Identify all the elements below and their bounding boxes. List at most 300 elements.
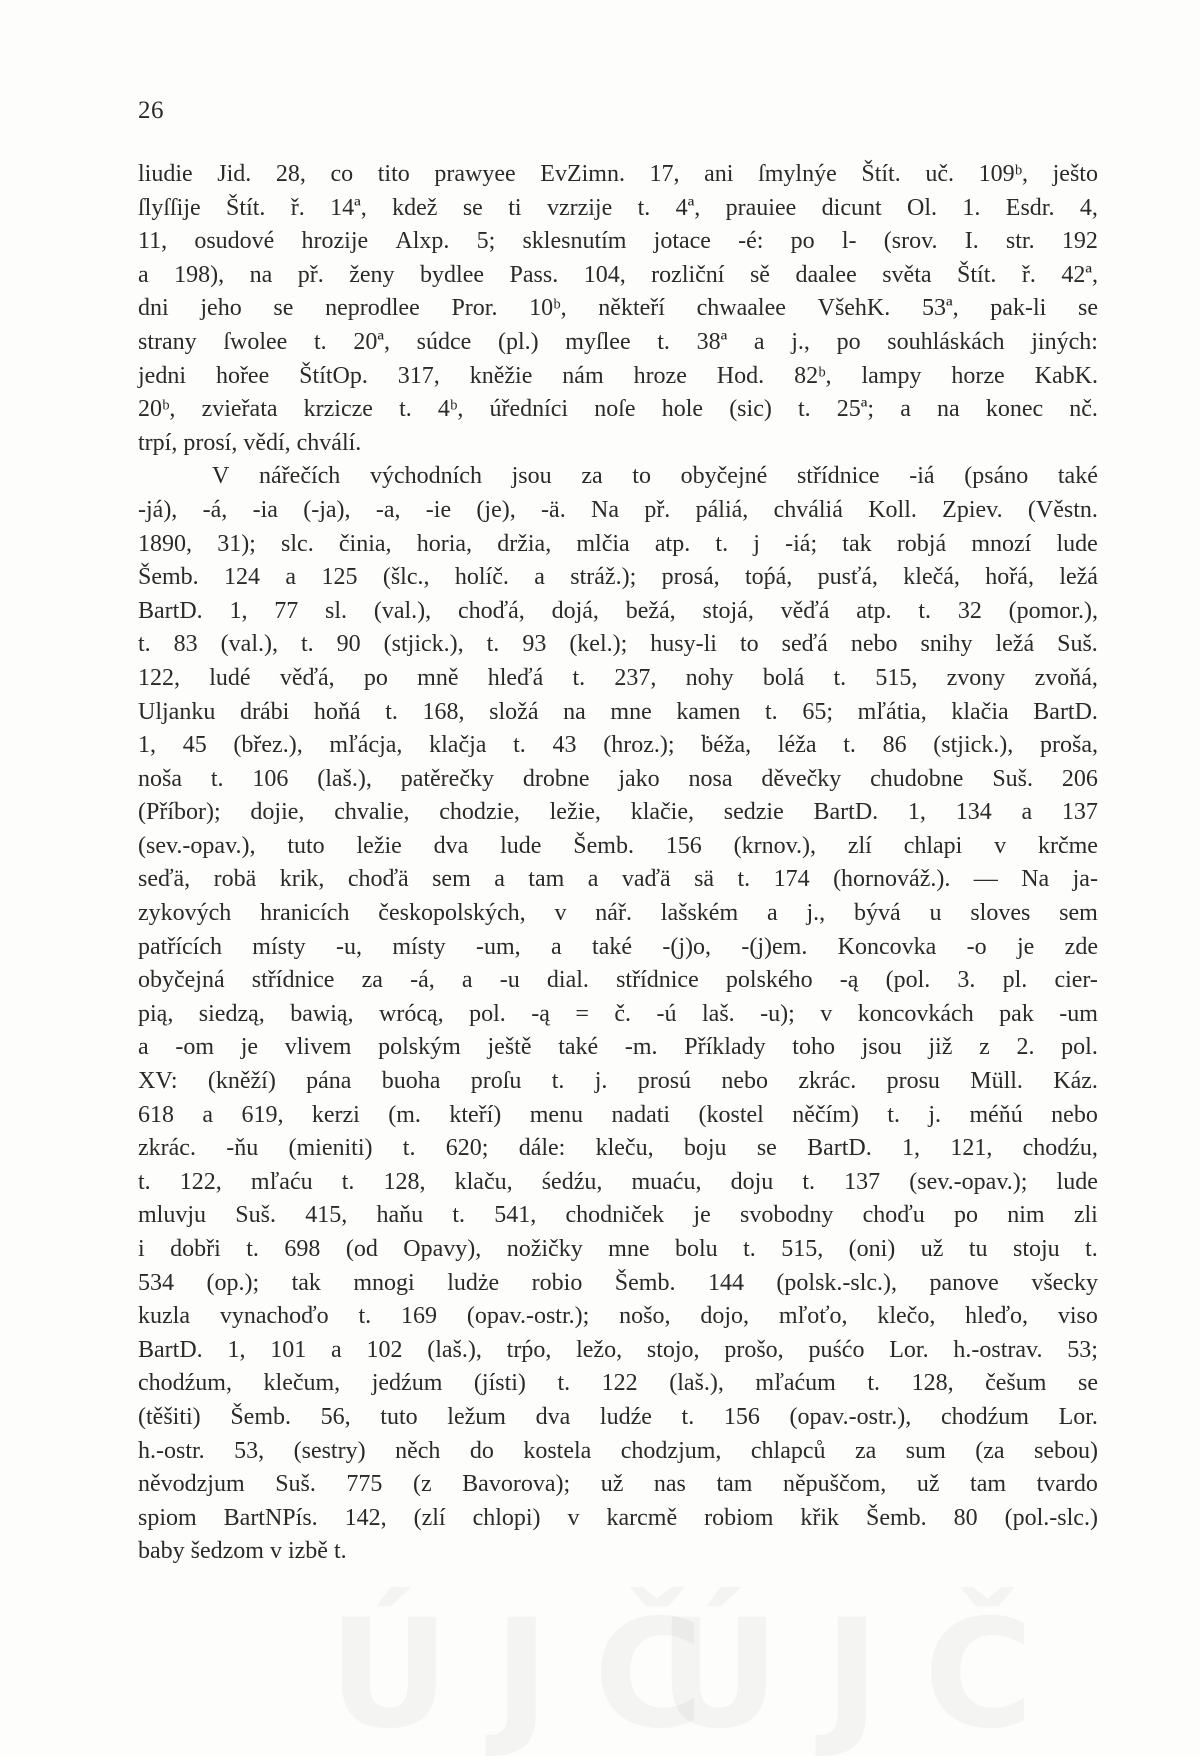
word: sem [1059,900,1098,927]
word: Štít. [957,261,997,288]
word: chodźum [940,1403,1029,1430]
word: chvalie, [334,799,410,826]
word: (těšiti) [138,1403,201,1430]
word: 541, [494,1202,537,1229]
text-line [138,192,1098,226]
word: (sev.-opav.); [909,1168,1028,1195]
word: lude [1056,1168,1098,1195]
word: krčme [1037,832,1098,859]
word: bývá [853,900,901,927]
word: ženy [349,261,395,288]
word: -á, [202,496,228,523]
word: ještě [487,1034,532,1061]
word: 144 [707,1269,744,1296]
word: 206 [1061,765,1098,792]
word: ješto [1052,161,1098,187]
word: méňú [969,1101,1023,1128]
word: V [212,463,230,490]
word: léža [777,732,817,759]
text-line [138,729,1098,763]
word: za [581,463,603,490]
word: (zlí [413,1504,446,1531]
text-line: baby šedzom v izbě t. [138,1538,347,1565]
word: t. [843,732,856,759]
word: (oni) [848,1236,896,1262]
word: boju [683,1135,727,1162]
word: nč. [1069,396,1098,423]
word: mľaćum [755,1370,836,1397]
text-line [138,763,1098,797]
word: Pass. [509,261,559,288]
word: mluvju [138,1202,207,1229]
word: kostela [523,1437,592,1464]
word: obyčejné [680,463,768,490]
word: panove [929,1269,999,1296]
word: zkrác. [798,1068,857,1095]
word: 77 [274,597,299,624]
word: -u); [760,1000,795,1027]
word: se [1077,1370,1098,1397]
word: 415, [305,1202,348,1229]
text-line [138,158,1098,192]
text-line [138,998,1098,1032]
word: slc. [281,530,314,557]
page-number: 26 [138,97,164,124]
word: tu [968,1236,988,1262]
word: trṕo, [506,1336,552,1363]
text-line [138,1233,1098,1267]
word: j [753,530,760,557]
word: sem [432,866,471,893]
word: klaču, [454,1168,513,1195]
text-line [138,696,1098,730]
word: (laš.), [669,1370,724,1397]
word: tam [970,1471,1007,1498]
word: toho [792,1034,835,1061]
word: -um [1059,1000,1098,1027]
word: věďá, [279,664,335,691]
word: sebou) [1034,1437,1098,1464]
word: spiom [138,1504,197,1531]
word: Esdr. [1005,194,1055,221]
word: śedźu, [541,1168,603,1195]
word: robiom [704,1504,774,1531]
text-line [138,1367,1098,1401]
word: 192 [1061,228,1098,255]
word: Káz. [1053,1068,1098,1095]
word: t. [138,1168,151,1195]
word: puśćo [808,1336,865,1363]
word: Bavorova); [462,1471,571,1498]
word: 20ᵇ, [138,396,176,423]
word: za [361,967,383,994]
word: je [240,1034,259,1061]
word: = [575,1000,589,1027]
word: hrozije [301,228,369,255]
word: chodźum, [138,1370,232,1397]
word: (pol.-slc.) [1004,1504,1098,1531]
word: také [592,933,633,960]
word: bydlee [420,261,485,288]
word: -um, [476,933,521,960]
word: 25ª; [836,396,875,423]
word: daalee [795,261,857,288]
word: obyčejná [138,967,225,994]
word: a [494,866,505,893]
word: východních [369,463,482,490]
word: (val.), [220,631,278,658]
word: (pol. [885,967,931,994]
word: dva [535,1403,571,1430]
word: VšehK. [817,295,891,322]
word: 43 [552,732,577,759]
word: klečá, [903,564,960,591]
word: č. [614,1000,632,1027]
word: něčím) [792,1101,859,1128]
word: choďá, [457,597,525,624]
word: t. [399,396,412,423]
word: Alxp. [395,228,450,255]
word: 31); [217,530,256,557]
word: nosa [688,765,733,792]
watermark [658,1600,1078,1750]
word: t. [887,1101,900,1128]
word: 80 [953,1504,978,1531]
word: zli [1073,1202,1098,1229]
word: (kostel [698,1101,764,1128]
word: 32 [957,597,982,624]
word: lude [1056,530,1098,557]
word: jako [618,765,660,792]
word: (-ja), [303,496,351,523]
text-line [138,964,1098,998]
word: př. [644,496,671,523]
word: polským [378,1034,461,1061]
word: 53, [234,1437,265,1464]
word: pusťá, [817,564,878,591]
word: t. [802,1168,816,1195]
word: BartD. [813,799,879,826]
word: Müll. [970,1068,1023,1095]
text-line [138,1435,1098,1469]
word: mľoťo, [778,1303,848,1330]
word: Jid. [217,161,252,187]
text-line [138,494,1098,528]
word: stojá, [702,597,754,624]
word: chodniček [565,1202,665,1229]
word: 1, [229,597,248,624]
word: 124 [224,564,261,591]
word: 106 [252,765,289,792]
word: českopolských, [378,900,526,927]
word: (Příbor); [138,799,221,826]
word: (sestry) [293,1437,366,1464]
word: pak [999,1000,1034,1027]
word: 775 [346,1471,383,1498]
word: také [558,1034,599,1061]
word: (sev.-opav.), [138,832,256,859]
word: robjá [896,530,947,557]
word: dobři [170,1236,221,1262]
word: se [462,194,483,221]
text-line [138,1099,1098,1133]
word: chlapců [750,1437,826,1464]
word: 38ª [696,328,728,355]
word: (břez.), [233,732,303,759]
word: -já), [138,496,178,523]
word: nožičky [506,1236,583,1262]
word: -a, [375,496,401,523]
text-line [138,628,1098,662]
word: j., [806,900,826,927]
word: dále: [518,1135,566,1162]
text-line [138,1031,1098,1065]
word: a [202,1101,214,1128]
word: klečo, [877,1303,936,1330]
word: EvZimn. [540,161,625,187]
word: buoha [381,1068,441,1095]
word: t. [637,194,651,221]
word: 5; [476,228,496,255]
text-line [138,1401,1098,1435]
body-text [138,158,1098,1569]
word: hroze [633,362,687,389]
word: -om [175,1034,215,1061]
word: mľácja, [329,732,403,759]
word: súdce [416,328,472,355]
word: proša, [1039,732,1098,759]
word: l- [841,228,857,255]
word: (stjick.), [933,732,1014,759]
word: t. [385,698,398,725]
word: (opav.-ostr.); [466,1303,590,1330]
word: ſwolee [223,328,288,355]
word: 28, [275,161,306,187]
word: ani [704,161,734,187]
word: -ia [252,496,278,523]
word: t. [715,530,729,557]
word: 1, [227,1336,246,1363]
word: a [900,396,911,423]
word: (pl.) [497,328,539,355]
word: ḃéža, [701,732,752,759]
word: dojo, [700,1303,749,1330]
word: kněžie [469,362,533,389]
word: 42ª, [1061,261,1098,288]
word: střídnice [251,967,335,994]
word: Šemb. [866,1504,927,1531]
word: hořee [215,362,270,389]
word: -é: [738,228,764,255]
word: už [920,1236,944,1262]
word: ležá [995,631,1035,658]
word: karcmě [606,1504,678,1531]
word: jedni [138,362,186,389]
word: tvardo [1036,1471,1098,1498]
text-line [138,360,1098,394]
word: (za [975,1437,1005,1464]
word: haňu [376,1202,424,1229]
word: bolá [762,664,805,691]
word: 102 [366,1336,403,1363]
word: t. [572,664,586,691]
word: zkrác. [138,1135,196,1162]
word: 17, [649,161,680,187]
word: už [600,1471,624,1498]
word: mľaću [250,1168,313,1195]
word: -ú [656,1000,677,1027]
word: a [138,1034,149,1061]
word: snihy [920,631,973,658]
text-line [138,1199,1098,1233]
word: pl. [1002,967,1028,994]
word: nám [562,362,604,389]
word: 317, [397,362,440,389]
word: krik, [279,866,325,893]
word: mne [610,698,652,725]
word: stoju [1012,1236,1060,1262]
word: pol. [469,1000,506,1027]
word: Suš. [275,1471,316,1498]
word: 11, [138,228,168,255]
word: ležá [1059,564,1098,591]
word: děvečky [761,765,842,792]
word: t. [918,597,932,624]
word: 4ª, [675,194,701,221]
word: hořá, [985,564,1034,591]
word: sě [749,261,770,288]
word: 169 [401,1303,438,1330]
text-line [138,1334,1098,1368]
word: muaću, [631,1168,702,1195]
word: (krnov.), [733,832,817,859]
word: u [929,900,942,927]
word: myſlee [565,328,631,355]
word: (op.); [206,1269,260,1296]
word: mnogi [353,1269,415,1296]
word: wrócą, [379,1000,444,1027]
word: svobodny [739,1202,834,1229]
word: drábi [239,698,290,725]
word: hoňá [313,698,361,725]
word: 156 [723,1403,760,1430]
word: stráž.); [570,564,637,591]
word: mne [608,1236,650,1262]
word: sedzie [723,799,784,826]
word: husy-li [650,631,717,658]
word: noša [138,765,182,792]
word: ludże [447,1269,500,1296]
word: 86 [882,732,907,759]
word: Štít. [226,194,266,221]
word: češum [985,1370,1047,1397]
word: místy [252,933,306,960]
text-line [138,595,1098,629]
word: sloves [970,900,1031,927]
word: krzicze [303,396,373,423]
word: chodzie, [439,799,520,826]
text-line [138,460,1098,494]
word: toṕá, [744,564,793,591]
word: Suš. [235,1202,276,1229]
word: BartNPís. [223,1504,318,1531]
word: 515, [875,664,918,691]
word: něvodzjum [138,1471,245,1498]
word: -(j)o, [662,933,712,960]
word: ležie, [549,799,601,826]
word: -iá; [785,530,818,557]
word: vynachoďo [219,1303,329,1330]
word: ř. [290,194,305,221]
word: jotace [653,228,711,255]
word: Suš. [992,765,1033,792]
word: (kněží) [207,1068,276,1095]
word: mlčia [576,530,630,557]
word: nebo [721,1068,769,1095]
word: 620; [445,1135,489,1162]
word: Pror. [451,295,498,322]
word: seďá [781,631,828,658]
word: (je), [476,496,516,523]
word: Ol. [907,194,938,221]
word: -iá [909,463,935,490]
word: strany [138,328,197,355]
word: siedzą, [198,1000,265,1027]
word: 198), [174,261,225,288]
word: sä [694,866,715,893]
word: koncovkách [857,1000,974,1027]
word: 1, [138,732,156,759]
word: t. [681,1403,695,1430]
word: a [753,328,765,355]
word: dicunt [821,194,882,221]
word: a [551,933,562,960]
word: chlopi) [472,1504,541,1531]
word: po [954,1202,978,1229]
word: proſu [470,1068,522,1095]
word: XV: [138,1068,178,1095]
word: BartD. [138,1336,203,1363]
text-line [138,1300,1098,1334]
word: t. [551,1068,565,1095]
word: doju [730,1168,774,1195]
word: 14ª, [330,194,367,221]
word: patěrečky [400,765,494,792]
word: dojá, [551,597,599,624]
word: seďä, [138,866,191,893]
word: to [739,631,759,658]
word: to [632,463,651,490]
word: nadati [611,1101,671,1128]
word: 122 [601,1370,638,1397]
word: t. [138,631,151,658]
word: (jísti) [473,1370,526,1397]
word: t. [513,732,526,759]
word: a [331,1336,342,1363]
word: tak [291,1269,321,1296]
word: nebo [850,631,898,658]
word: (od [345,1236,378,1262]
word: horia, [416,530,473,557]
word: 534 [138,1269,174,1296]
word: nošo, [619,1303,671,1330]
word: věďá [780,597,830,624]
word: liudie [138,161,193,187]
word: zvoňá, [1034,664,1098,691]
word: BartD. [1033,698,1098,725]
word: a [534,564,545,591]
word: kdež [392,194,438,221]
